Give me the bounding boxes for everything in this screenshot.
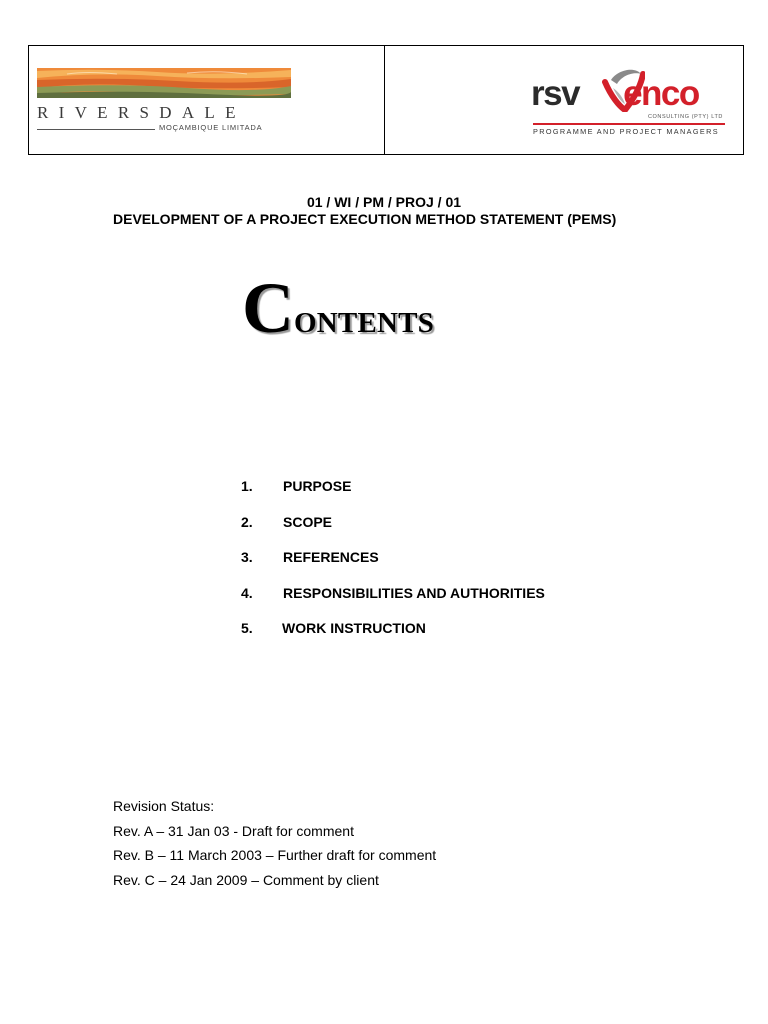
document-title: DEVELOPMENT OF A PROJECT EXECUTION METHOD STATEMENT (PEMS) — [113, 211, 617, 227]
toc-number: 2. — [241, 513, 253, 530]
rsv-enco-logo — [531, 66, 727, 140]
enco-wordmark-part: enco — [623, 74, 699, 113]
rsv-consulting-text: CONSULTING (PTY) LTD — [647, 114, 723, 120]
riversdale-underline — [37, 129, 155, 130]
riversdale-subtitle: MOÇAMBIQUE LIMITADA — [159, 123, 263, 132]
riversdale-logo — [37, 68, 293, 138]
header-table — [28, 45, 744, 155]
toc-number: 5. — [241, 620, 253, 636]
toc-label: PURPOSE — [283, 478, 352, 494]
toc-item-scope[interactable] — [241, 514, 545, 550]
rsv-wordmark-part: rsv — [531, 74, 580, 113]
rsv-red-rule — [533, 123, 725, 125]
toc-item-work-instruction[interactable] — [241, 620, 545, 656]
toc-label: REFERENCES — [283, 549, 379, 565]
header-right-cell — [385, 46, 743, 154]
toc-label: SCOPE — [283, 513, 333, 530]
riversdale-landscape-graphic — [37, 68, 291, 98]
toc-number: 3. — [241, 549, 253, 565]
table-of-contents — [241, 478, 545, 656]
document-code: 01 / WI / PM / PROJ / 01 — [306, 194, 462, 210]
toc-label: WORK INSTRUCTION — [282, 620, 426, 636]
revision-status — [113, 798, 436, 896]
toc-item-responsibilities[interactable] — [241, 585, 545, 621]
revision-entry-c: Rev. C – 24 Jan 2009 – Comment by client — [113, 871, 379, 888]
contents-heading-initial: C — [242, 268, 294, 348]
contents-heading — [242, 268, 434, 348]
rsv-heart-emblem-icon — [601, 66, 645, 112]
revision-entry-a: Rev. A – 31 Jan 03 - Draft for comment — [113, 822, 354, 839]
riversdale-wordmark: RIVERSDALE — [37, 103, 246, 122]
revision-heading: Revision Status: — [113, 798, 215, 814]
toc-number: 4. — [241, 584, 253, 601]
contents-heading-rest: ONTENTS — [294, 307, 434, 339]
toc-item-purpose[interactable] — [241, 478, 545, 514]
header-left-cell — [29, 46, 385, 154]
toc-number: 1. — [241, 478, 253, 494]
revision-entry-b: Rev. B – 11 March 2003 – Further draft for comment — [113, 847, 437, 863]
toc-label: RESPONSIBILITIES AND AUTHORITIES — [283, 584, 545, 601]
rsv-tagline: PROGRAMME AND PROJECT MANAGERS — [533, 127, 719, 136]
toc-item-references[interactable] — [241, 549, 545, 585]
